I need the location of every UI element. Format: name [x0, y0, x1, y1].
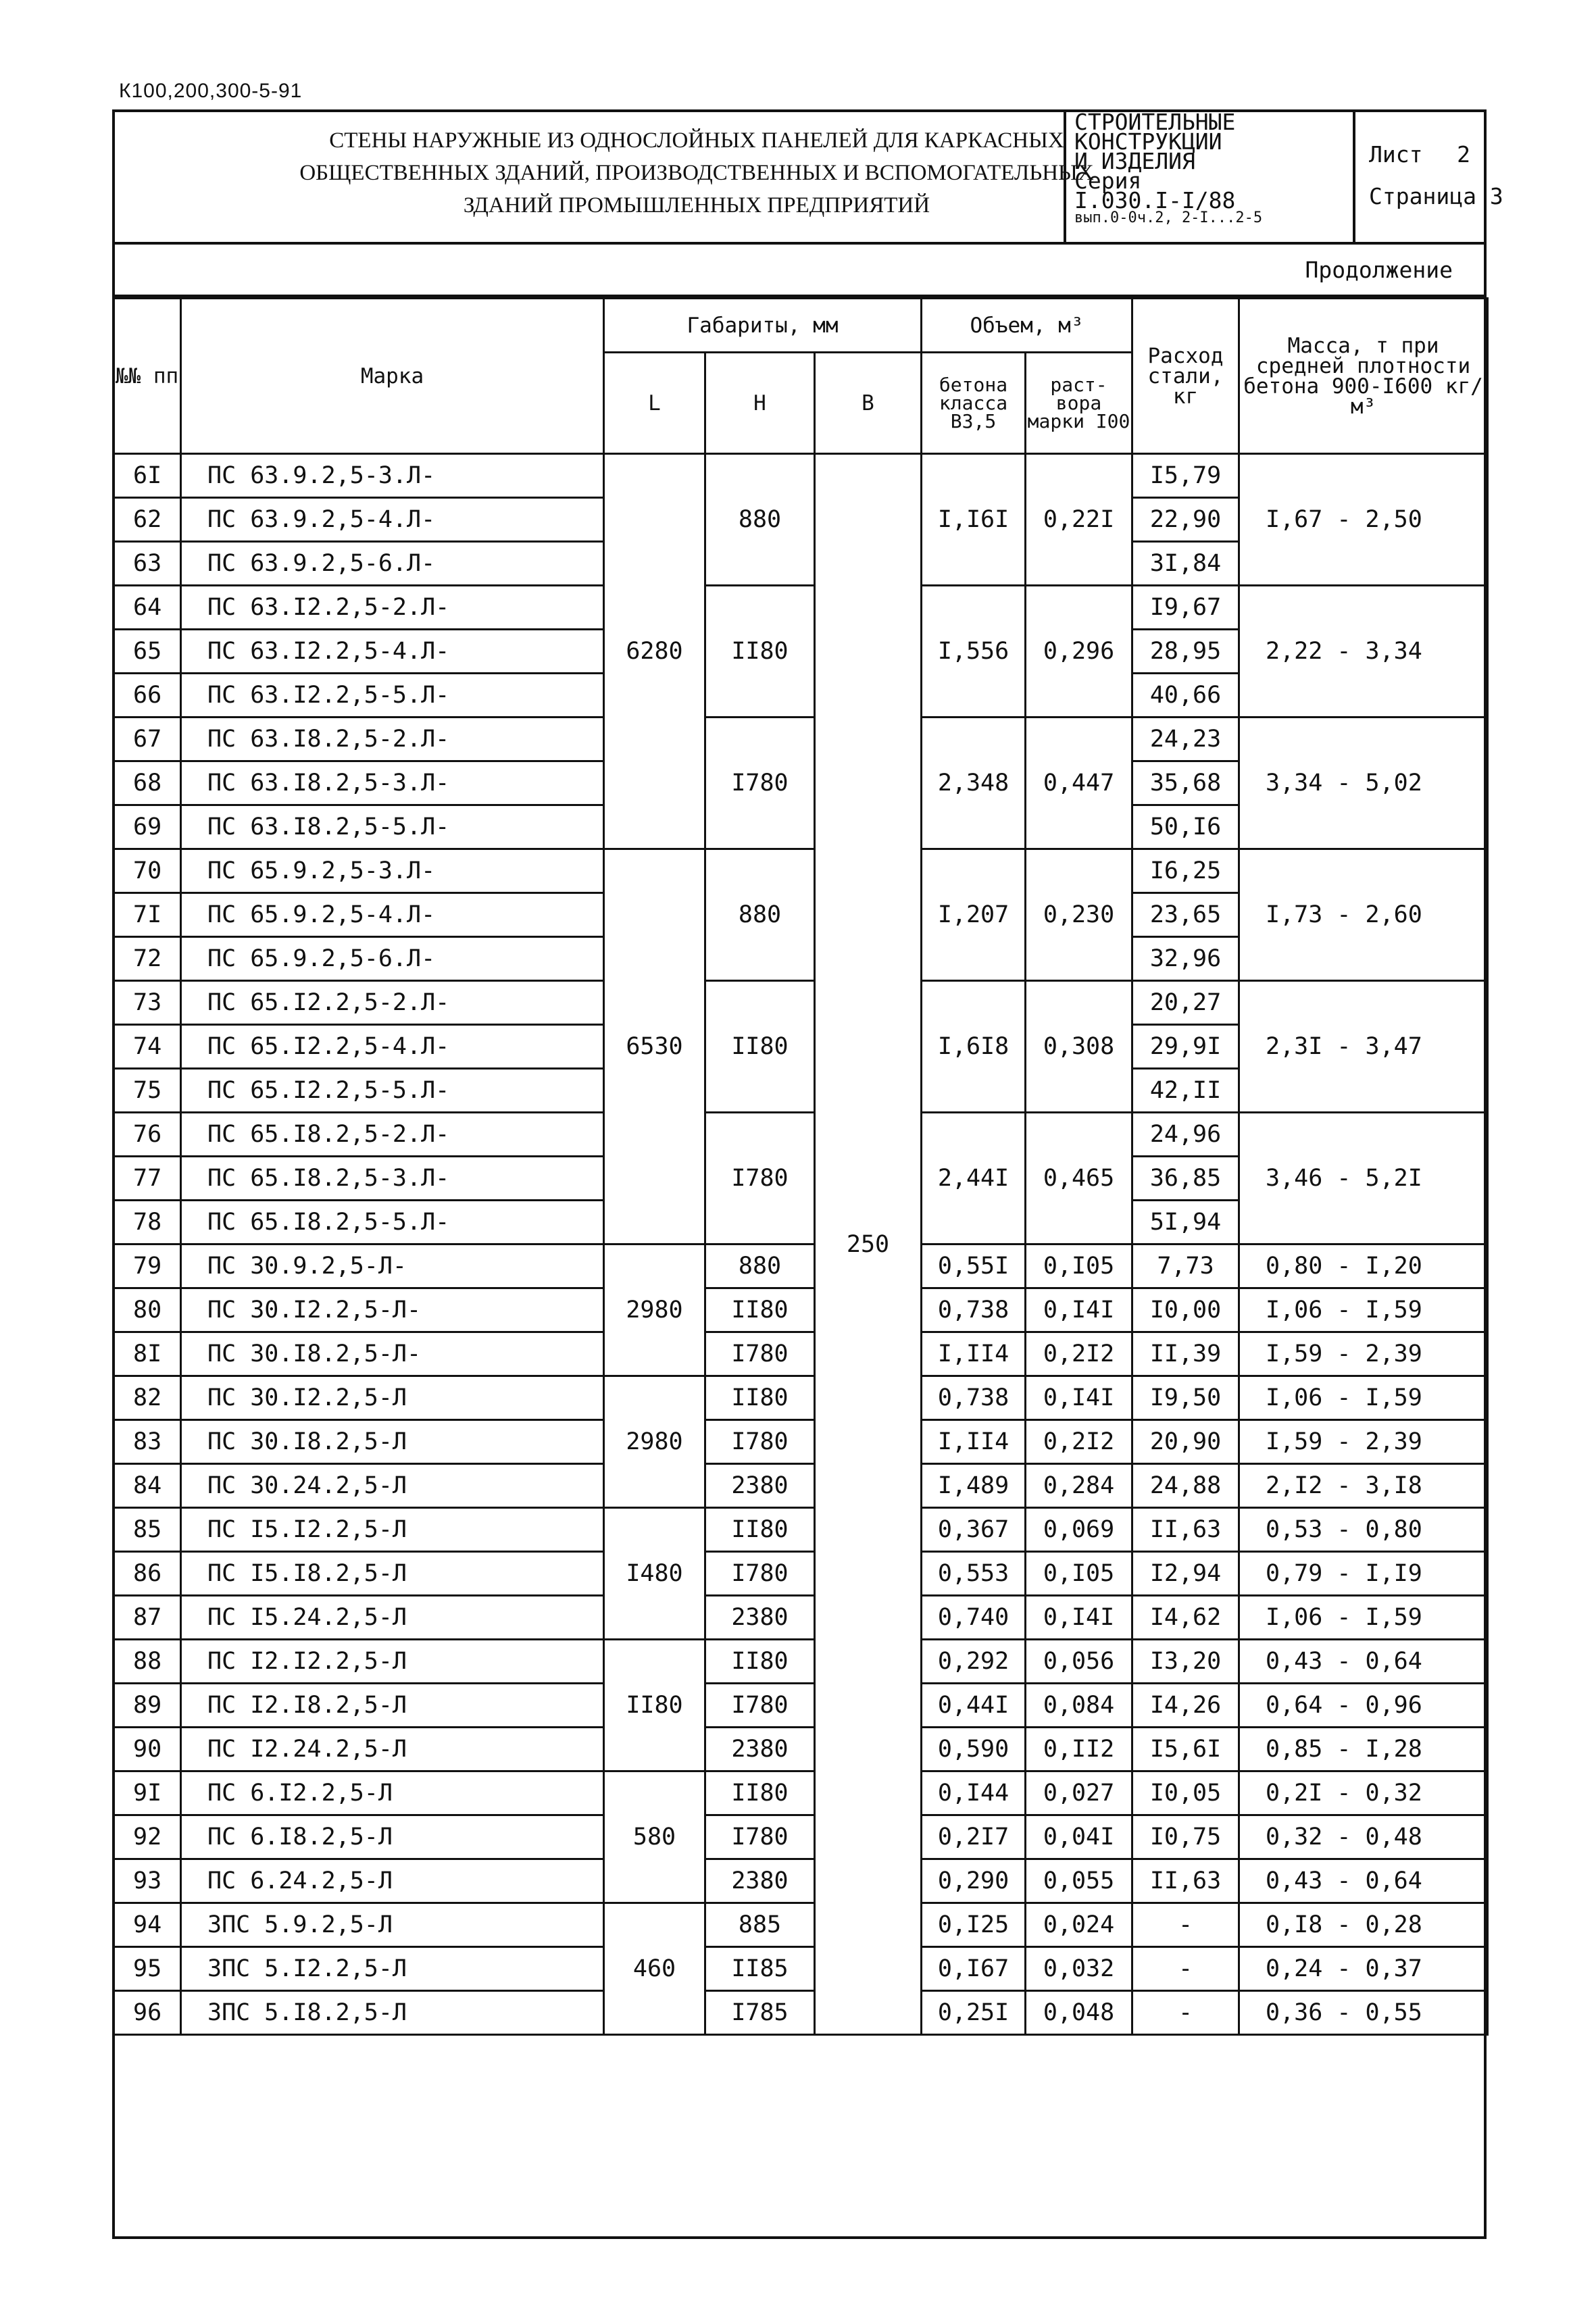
volume-mortar: 0,I4I	[1026, 1288, 1132, 1332]
volume-mortar: 0,I4I	[1026, 1376, 1132, 1420]
mass-range: 0,64 - 0,96	[1239, 1684, 1488, 1728]
volume-concrete: 2,44I	[922, 1113, 1026, 1244]
volume-concrete: 0,553	[922, 1552, 1026, 1596]
table-row	[114, 1596, 1488, 1640]
row-mark: ПС 63.I2.2,5-5.Л-	[181, 674, 604, 718]
dim-H: I780	[705, 1332, 815, 1376]
steel-consumption: I2,94	[1132, 1552, 1239, 1596]
dim-H: I780	[705, 1420, 815, 1464]
table-row	[114, 1640, 1488, 1684]
row-number: 72	[114, 937, 181, 981]
table-row	[114, 1508, 1488, 1552]
volume-concrete: 0,738	[922, 1376, 1026, 1420]
row-mark: ПС I5.I2.2,5-Л	[181, 1508, 604, 1552]
mass-range: I,67 - 2,50	[1239, 454, 1488, 586]
dim-L: I480	[604, 1508, 705, 1640]
table-row	[114, 1420, 1488, 1464]
page-row	[1369, 176, 1503, 218]
title-line: СТЕНЫ НАРУЖНЫЕ ИЗ ОДНОСЛОЙНЫХ ПАНЕЛЕЙ ДЛЯ КАРКАСНЫХ	[329, 128, 1064, 153]
mass-range: 2,3I - 3,47	[1239, 981, 1488, 1113]
volume-mortar: 0,296	[1026, 586, 1132, 718]
steel-consumption: I9,67	[1132, 586, 1239, 630]
col-header-B: B	[815, 353, 922, 454]
volume-concrete: 0,25I	[922, 1991, 1026, 2035]
row-mark: ПС 63.I8.2,5-5.Л-	[181, 805, 604, 849]
volume-mortar: 0,308	[1026, 981, 1132, 1113]
row-mark: ПС 30.I2.2,5-Л-	[181, 1288, 604, 1332]
volume-concrete: 0,367	[922, 1508, 1026, 1552]
volume-mortar: 0,048	[1026, 1991, 1132, 2035]
steel-consumption: 50,I6	[1132, 805, 1239, 849]
table-row	[114, 1815, 1488, 1859]
volume-concrete: 0,I67	[922, 1947, 1026, 1991]
steel-consumption: 42,II	[1132, 1069, 1239, 1113]
sheet-row	[1369, 134, 1470, 176]
row-mark: ПС 30.I8.2,5-Л-	[181, 1332, 604, 1376]
row-number: 96	[114, 1991, 181, 2035]
sheet-block	[1355, 109, 1503, 242]
volume-concrete: I,556	[922, 586, 1026, 718]
series-line: СТРОИТЕЛЬНЫЕ	[1074, 109, 1236, 135]
volume-concrete: 0,2I7	[922, 1815, 1026, 1859]
dim-H: I785	[705, 1991, 815, 2035]
table-row	[114, 1376, 1488, 1420]
steel-consumption: I4,26	[1132, 1684, 1239, 1728]
row-number: 95	[114, 1947, 181, 1991]
row-number: 64	[114, 586, 181, 630]
row-number: 73	[114, 981, 181, 1025]
row-number: 76	[114, 1113, 181, 1157]
mass-range: 0,24 - 0,37	[1239, 1947, 1488, 1991]
steel-consumption: I5,6I	[1132, 1728, 1239, 1771]
dim-H: 880	[705, 1244, 815, 1288]
series-block	[1064, 109, 1355, 242]
steel-consumption: II,63	[1132, 1508, 1239, 1552]
continuation-bar	[112, 245, 1487, 297]
steel-consumption: 24,23	[1132, 718, 1239, 761]
steel-consumption: I3,20	[1132, 1640, 1239, 1684]
steel-consumption: 32,96	[1132, 937, 1239, 981]
continuation-label: Продолжение	[1305, 257, 1453, 283]
panels-table	[112, 297, 1489, 2036]
row-number: 94	[114, 1903, 181, 1947]
steel-consumption: 22,90	[1132, 498, 1239, 542]
row-number: 65	[114, 630, 181, 674]
row-number: 69	[114, 805, 181, 849]
row-number: 80	[114, 1288, 181, 1332]
table-row	[114, 981, 1488, 1025]
dim-H: II80	[705, 981, 815, 1113]
dim-L: 6280	[604, 454, 705, 849]
dim-H: II85	[705, 1947, 815, 1991]
volume-mortar: 0,032	[1026, 1947, 1132, 1991]
col-header-mark: Марка	[181, 299, 604, 454]
volume-concrete: 0,44I	[922, 1684, 1026, 1728]
dim-H: 2380	[705, 1859, 815, 1903]
steel-consumption: 28,95	[1132, 630, 1239, 674]
row-mark: ПС 30.9.2,5-Л-	[181, 1244, 604, 1288]
document-code: К100,200,300-5-91	[119, 80, 303, 102]
dim-H: I780	[705, 718, 815, 849]
steel-consumption: -	[1132, 1947, 1239, 1991]
table-row	[114, 1244, 1488, 1288]
row-number: 86	[114, 1552, 181, 1596]
steel-consumption: 29,9I	[1132, 1025, 1239, 1069]
dim-L: 580	[604, 1771, 705, 1903]
dim-L: 2980	[604, 1244, 705, 1376]
table-row	[114, 1903, 1488, 1947]
row-mark: ПС 30.24.2,5-Л	[181, 1464, 604, 1508]
steel-consumption: -	[1132, 1903, 1239, 1947]
mass-range: 3,46 - 5,2I	[1239, 1113, 1488, 1244]
row-mark: ПС I2.24.2,5-Л	[181, 1728, 604, 1771]
dim-H: II80	[705, 1508, 815, 1552]
dim-H: 2380	[705, 1464, 815, 1508]
row-number: 67	[114, 718, 181, 761]
volume-mortar: 0,230	[1026, 849, 1132, 981]
row-number: 63	[114, 542, 181, 586]
row-mark: ПС I5.I8.2,5-Л	[181, 1552, 604, 1596]
mass-range: 0,53 - 0,80	[1239, 1508, 1488, 1552]
steel-consumption: 35,68	[1132, 761, 1239, 805]
steel-consumption: 3I,84	[1132, 542, 1239, 586]
row-mark: ПС 63.I8.2,5-2.Л-	[181, 718, 604, 761]
col-header-concrete: бетона класса B3,5	[922, 353, 1026, 454]
volume-mortar: 0,084	[1026, 1684, 1132, 1728]
volume-mortar: 0,22I	[1026, 454, 1132, 586]
mass-range: 2,22 - 3,34	[1239, 586, 1488, 718]
page-number: 3	[1489, 183, 1503, 209]
volume-mortar: 0,055	[1026, 1859, 1132, 1903]
row-mark: ПС I2.I2.2,5-Л	[181, 1640, 604, 1684]
dim-H: 880	[705, 454, 815, 586]
steel-consumption: I0,00	[1132, 1288, 1239, 1332]
row-mark: ПС 63.9.2,5-3.Л-	[181, 454, 604, 498]
mass-range: I,59 - 2,39	[1239, 1332, 1488, 1376]
table-row	[114, 1771, 1488, 1815]
row-mark: ПС 63.I8.2,5-3.Л-	[181, 761, 604, 805]
steel-consumption: I4,62	[1132, 1596, 1239, 1640]
dim-B: 250	[815, 454, 922, 2035]
dim-L: 460	[604, 1903, 705, 2035]
table-row	[114, 1332, 1488, 1376]
volume-concrete: 0,740	[922, 1596, 1026, 1640]
steel-consumption: 24,96	[1132, 1113, 1239, 1157]
dim-L: 6530	[604, 849, 705, 1244]
row-mark: ПС I5.24.2,5-Л	[181, 1596, 604, 1640]
volume-concrete: I,I6I	[922, 454, 1026, 586]
mass-range: I,06 - I,59	[1239, 1288, 1488, 1332]
volume-mortar: 0,447	[1026, 718, 1132, 849]
volume-concrete: 0,292	[922, 1640, 1026, 1684]
table-row	[114, 718, 1488, 761]
dim-H: II80	[705, 1288, 815, 1332]
row-mark: ПС 65.I8.2,5-2.Л-	[181, 1113, 604, 1157]
mass-range: 0,2I - 0,32	[1239, 1771, 1488, 1815]
series-line: Серия	[1074, 168, 1142, 194]
mass-range: 0,85 - I,28	[1239, 1728, 1488, 1771]
row-mark: ПС 65.I2.2,5-4.Л-	[181, 1025, 604, 1069]
steel-consumption: I0,05	[1132, 1771, 1239, 1815]
table-row	[114, 1947, 1488, 1991]
series-line: КОНСТРУКЦИИ	[1074, 128, 1222, 155]
row-number: 88	[114, 1640, 181, 1684]
mass-range: 0,32 - 0,48	[1239, 1815, 1488, 1859]
mass-range: 0,80 - I,20	[1239, 1244, 1488, 1288]
col-header-L: L	[604, 353, 705, 454]
dim-H: I780	[705, 1815, 815, 1859]
row-number: 6I	[114, 454, 181, 498]
row-number: 75	[114, 1069, 181, 1113]
col-header-mortar: раст- вора марки I00	[1026, 353, 1132, 454]
volume-mortar: 0,069	[1026, 1508, 1132, 1552]
row-mark: ПС 6.24.2,5-Л	[181, 1859, 604, 1903]
volume-concrete: 0,738	[922, 1288, 1026, 1332]
table-row	[114, 1552, 1488, 1596]
series-line: И ИЗДЕЛИЯ	[1074, 148, 1195, 174]
row-mark: ПС 30.I2.2,5-Л	[181, 1376, 604, 1420]
row-mark: ПС I2.I8.2,5-Л	[181, 1684, 604, 1728]
volume-concrete: I,II4	[922, 1420, 1026, 1464]
steel-consumption: 23,65	[1132, 893, 1239, 937]
row-mark: ПС 65.I8.2,5-5.Л-	[181, 1201, 604, 1244]
volume-mortar: 0,2I2	[1026, 1420, 1132, 1464]
table-row	[114, 1991, 1488, 2035]
volume-mortar: 0,027	[1026, 1771, 1132, 1815]
mass-range: I,59 - 2,39	[1239, 1420, 1488, 1464]
volume-concrete: 0,55I	[922, 1244, 1026, 1288]
steel-consumption: 24,88	[1132, 1464, 1239, 1508]
row-number: 70	[114, 849, 181, 893]
volume-mortar: 0,I4I	[1026, 1596, 1132, 1640]
row-number: 92	[114, 1815, 181, 1859]
table-row	[114, 1859, 1488, 1903]
page-label: Страница	[1369, 183, 1476, 209]
row-number: 85	[114, 1508, 181, 1552]
col-header-dims: Габариты, мм	[604, 299, 922, 353]
row-mark: ПС 6.I8.2,5-Л	[181, 1815, 604, 1859]
volume-mortar: 0,I05	[1026, 1244, 1132, 1288]
row-mark: ЗПС 5.9.2,5-Л	[181, 1903, 604, 1947]
row-number: 90	[114, 1728, 181, 1771]
row-number: 66	[114, 674, 181, 718]
volume-mortar: 0,284	[1026, 1464, 1132, 1508]
steel-consumption: II,39	[1132, 1332, 1239, 1376]
steel-consumption: 36,85	[1132, 1157, 1239, 1201]
row-number: 7I	[114, 893, 181, 937]
row-mark: ПС 63.I2.2,5-4.Л-	[181, 630, 604, 674]
mass-range: I,06 - I,59	[1239, 1596, 1488, 1640]
dim-H: 885	[705, 1903, 815, 1947]
series-code: I.030.I-I/88	[1074, 187, 1236, 213]
table-row	[114, 1288, 1488, 1332]
document-title	[227, 124, 1166, 222]
title-block	[112, 109, 1503, 245]
row-mark: ПС 65.9.2,5-3.Л-	[181, 849, 604, 893]
table-row	[114, 849, 1488, 893]
sheet-number: 2	[1457, 141, 1470, 168]
table-row	[114, 1464, 1488, 1508]
row-number: 68	[114, 761, 181, 805]
dim-H: I780	[705, 1684, 815, 1728]
row-number: 87	[114, 1596, 181, 1640]
mass-range: 0,I8 - 0,28	[1239, 1903, 1488, 1947]
mass-range: 0,79 - I,I9	[1239, 1552, 1488, 1596]
col-header-steel: Расход стали, кг	[1132, 299, 1239, 454]
dim-H: II80	[705, 1640, 815, 1684]
row-mark: ПС 6.I2.2,5-Л	[181, 1771, 604, 1815]
row-mark: ПС 30.I8.2,5-Л	[181, 1420, 604, 1464]
volume-concrete: 2,348	[922, 718, 1026, 849]
volume-mortar: 0,2I2	[1026, 1332, 1132, 1376]
row-mark: ПС 63.I2.2,5-2.Л-	[181, 586, 604, 630]
dim-H: 2380	[705, 1728, 815, 1771]
volume-concrete: 0,590	[922, 1728, 1026, 1771]
col-header-mass: Масса, т при средней плотности бетона 900-I600 кг/м³	[1239, 299, 1488, 454]
steel-consumption: 20,90	[1132, 1420, 1239, 1464]
dim-H: 2380	[705, 1596, 815, 1640]
steel-consumption: I5,79	[1132, 454, 1239, 498]
volume-concrete: I,489	[922, 1464, 1026, 1508]
row-mark: ЗПС 5.I2.2,5-Л	[181, 1947, 604, 1991]
sheet-label: Лист	[1369, 141, 1423, 168]
col-header-volume: Объем, м³	[922, 299, 1132, 353]
table-row	[114, 1728, 1488, 1771]
volume-mortar: 0,II2	[1026, 1728, 1132, 1771]
dim-H: II80	[705, 1376, 815, 1420]
col-header-H: H	[705, 353, 815, 454]
title-line: ЗДАНИЙ ПРОМЫШЛЕННЫХ ПРЕДПРИЯТИЙ	[463, 193, 930, 218]
steel-consumption: I6,25	[1132, 849, 1239, 893]
mass-range: 2,I2 - 3,I8	[1239, 1464, 1488, 1508]
mass-range: 0,36 - 0,55	[1239, 1991, 1488, 2035]
steel-consumption: 20,27	[1132, 981, 1239, 1025]
volume-concrete: I,207	[922, 849, 1026, 981]
steel-consumption: I9,50	[1132, 1376, 1239, 1420]
row-number: 62	[114, 498, 181, 542]
dim-H: II80	[705, 1771, 815, 1815]
dim-H: II80	[705, 586, 815, 718]
row-mark: ПС 65.9.2,5-6.Л-	[181, 937, 604, 981]
title-line: ОБЩЕСТВЕННЫХ ЗДАНИЙ, ПРОИЗВОДСТВЕННЫХ И ВСПОМОГАТЕЛЬНЫХ	[299, 161, 1094, 185]
volume-concrete: 0,290	[922, 1859, 1026, 1903]
dim-L: II80	[604, 1640, 705, 1771]
volume-mortar: 0,04I	[1026, 1815, 1132, 1859]
row-mark: ПС 65.I2.2,5-2.Л-	[181, 981, 604, 1025]
steel-consumption: -	[1132, 1991, 1239, 2035]
issue-number: вып.0-0ч.2, 2-I...2-5	[1074, 209, 1263, 226]
row-number: 79	[114, 1244, 181, 1288]
row-mark: ПС 63.9.2,5-6.Л-	[181, 542, 604, 586]
row-number: 78	[114, 1201, 181, 1244]
row-mark: ПС 65.I2.2,5-5.Л-	[181, 1069, 604, 1113]
col-header-num: №№ пп	[114, 299, 181, 454]
row-number: 84	[114, 1464, 181, 1508]
table-row	[114, 1684, 1488, 1728]
dim-H: I780	[705, 1113, 815, 1244]
volume-mortar: 0,I05	[1026, 1552, 1132, 1596]
steel-consumption: 40,66	[1132, 674, 1239, 718]
table-body	[114, 454, 1488, 2035]
volume-concrete: I,6I8	[922, 981, 1026, 1113]
dim-L: 2980	[604, 1376, 705, 1508]
row-number: 74	[114, 1025, 181, 1069]
table-row	[114, 586, 1488, 630]
steel-consumption: II,63	[1132, 1859, 1239, 1903]
row-mark: ЗПС 5.I8.2,5-Л	[181, 1991, 604, 2035]
row-mark: ПС 65.I8.2,5-3.Л-	[181, 1157, 604, 1201]
mass-range: 0,43 - 0,64	[1239, 1859, 1488, 1903]
mass-range: I,73 - 2,60	[1239, 849, 1488, 981]
row-number: 9I	[114, 1771, 181, 1815]
steel-consumption: I0,75	[1132, 1815, 1239, 1859]
row-mark: ПС 63.9.2,5-4.Л-	[181, 498, 604, 542]
row-number: 77	[114, 1157, 181, 1201]
volume-mortar: 0,465	[1026, 1113, 1132, 1244]
table-row	[114, 1113, 1488, 1157]
row-number: 93	[114, 1859, 181, 1903]
table-row	[114, 454, 1488, 498]
volume-concrete: I,II4	[922, 1332, 1026, 1376]
row-number: 8I	[114, 1332, 181, 1376]
row-number: 89	[114, 1684, 181, 1728]
mass-range: 3,34 - 5,02	[1239, 718, 1488, 849]
mass-range: 0,43 - 0,64	[1239, 1640, 1488, 1684]
row-number: 83	[114, 1420, 181, 1464]
volume-concrete: 0,I25	[922, 1903, 1026, 1947]
row-mark: ПС 65.9.2,5-4.Л-	[181, 893, 604, 937]
dim-H: 880	[705, 849, 815, 981]
mass-range: I,06 - I,59	[1239, 1376, 1488, 1420]
volume-mortar: 0,024	[1026, 1903, 1132, 1947]
dim-H: I780	[705, 1552, 815, 1596]
volume-concrete: 0,I44	[922, 1771, 1026, 1815]
row-number: 82	[114, 1376, 181, 1420]
volume-mortar: 0,056	[1026, 1640, 1132, 1684]
steel-consumption: 5I,94	[1132, 1201, 1239, 1244]
steel-consumption: 7,73	[1132, 1244, 1239, 1288]
